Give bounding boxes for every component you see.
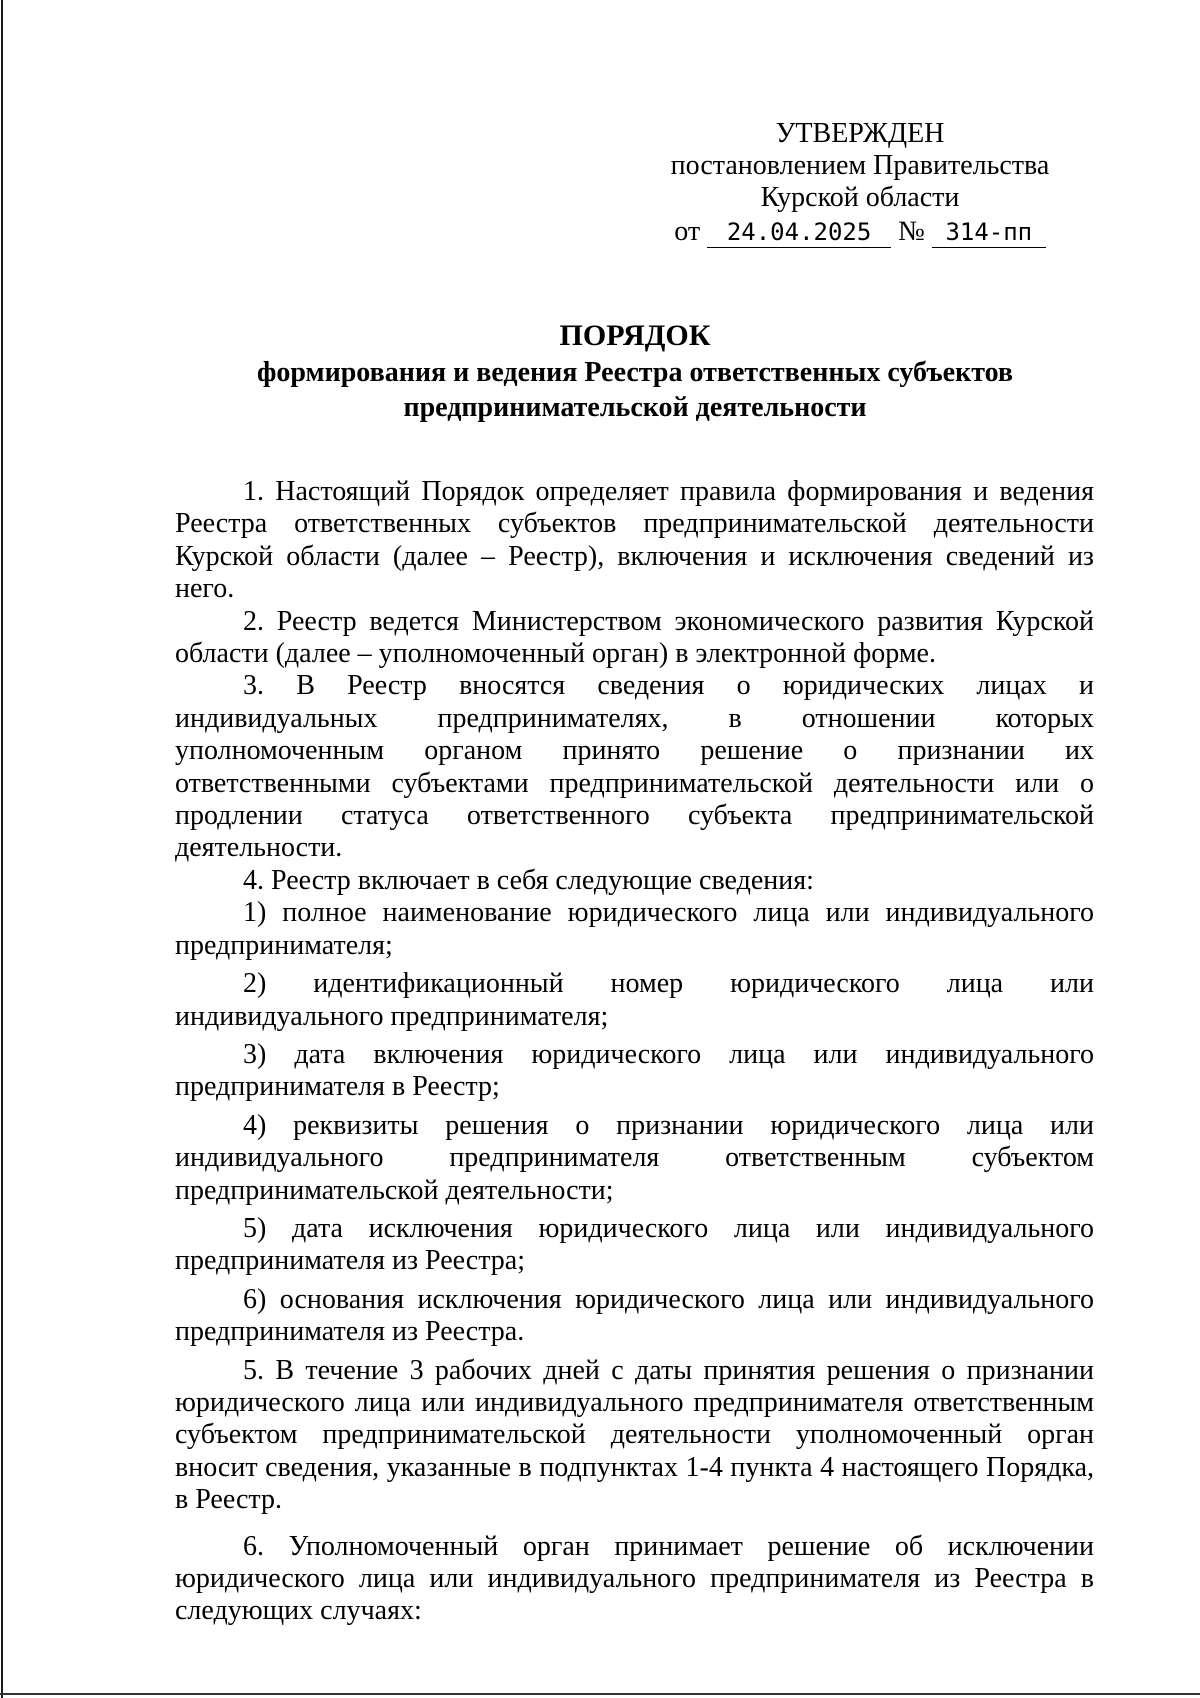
subitem-2: 2) идентификационный номер юридического лица или индивидуального предпринимателя; [175,968,1094,1032]
paragraph-3: 3. В Реестр вносятся сведения о юридических лицах и индивидуальных предпринимателях, в отношении которых уполномоченным органом принято решение о признании их ответственными субъектами предпринимательской деятельности или о продлении статуса ответственного субъекта предпринимательской деятельности. [175,670,1094,864]
approval-date-line [650,216,1070,248]
subitem-5: 5) дата исключения юридического лица или индивидуального предпринимателя из Реестра; [175,1212,1094,1277]
subitem-1: 1) полное наименование юридического лица или индивидуального предпринимателя; [175,897,1094,961]
approval-date: 24.04.2025 [707,217,891,248]
document-title [175,318,1095,425]
scan-left-edge [1,0,3,1698]
subitem-6: 6) основания исключения юридического лица или индивидуального предпринимателя из Реестра. [175,1283,1094,1348]
date-prefix: от [674,216,701,247]
subitem-4: 4) реквизиты решения о признании юридического лица или индивидуального предпринимателя ответственным субъектом предпринимательской деятельности; [175,1109,1094,1206]
title-subtitle: формирования и ведения Реестра ответственных субъектов предпринимательской деятельности [256,357,1014,423]
approval-block [650,118,1070,248]
paragraph-5: 5. В течение 3 рабочих дней с даты принятия решения о признании юридического лица или индивидуального предпринимателя ответственным субъектом предпринимательской деятельности уполномоченный орган вносит сведения, указанные в подпунктах 1-4 пункта 4 настоящего Порядка, в Реестр. [175,1354,1094,1516]
approval-heading: УТВЕРЖДЕН [775,118,945,149]
scan-bottom-edge [0,1693,1200,1695]
approval-region: Курской области [760,182,960,213]
paragraph-1: 1. Настоящий Порядок определяет правила формирования и ведения Реестра ответственных субъектов предпринимательской деятельности Курской области (далее – Реестр), включения и исключения сведений из него. [175,476,1094,605]
approval-issuer: постановлением Правительства [670,150,1050,181]
paragraph-4: 4. Реестр включает в себя следующие сведения: [243,864,814,896]
number-prefix: № [898,216,925,247]
subitem-3: 3) дата включения юридического лица или индивидуального предпринимателя в Реестр; [175,1038,1094,1103]
title-main: ПОРЯДОК [559,319,711,352]
approval-number: 314-пп [932,217,1046,248]
paragraph-2: 2. Реестр ведется Министерством экономического развития Курской области (далее – уполномоченный орган) в электронной форме. [175,605,1094,670]
paragraph-6: 6. Уполномоченный орган принимает решение об исключении юридического лица или индивидуального предпринимателя из Реестра в следующих случаях: [175,1530,1094,1627]
document-body [175,476,1094,1628]
